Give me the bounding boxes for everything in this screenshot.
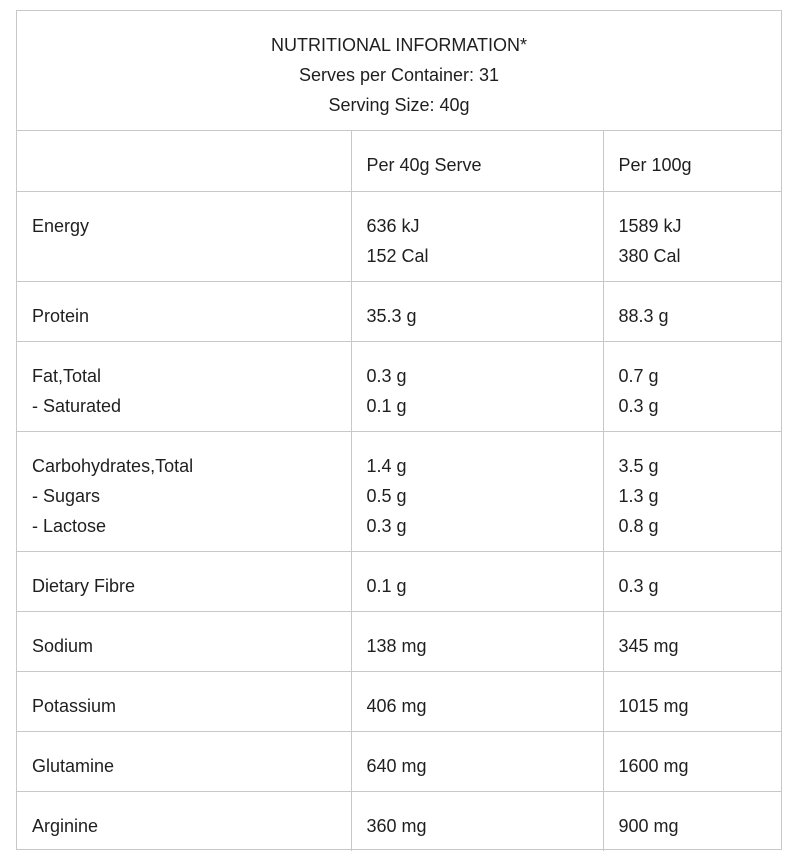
nutrient-cell	[17, 341, 351, 431]
per-100g-cell	[603, 431, 781, 551]
nutrient-label: Energy	[32, 215, 90, 236]
per-serve-cell	[351, 191, 603, 281]
per-100g-cell	[603, 731, 781, 791]
per-serve-cell	[351, 611, 603, 671]
table-row-arginine	[17, 791, 781, 851]
per-100g-value: 380 Cal	[618, 245, 681, 266]
per-serve-value: 0.5 g	[366, 485, 407, 506]
nutrient-label: Arginine	[32, 815, 99, 836]
nutrient-cell	[17, 611, 351, 671]
table-row-dietary-fibre	[17, 551, 781, 611]
nutrient-label: Sodium	[32, 635, 94, 656]
column-header-nutrient	[17, 131, 351, 191]
per-serve-value: 0.1 g	[366, 575, 407, 596]
nutrient-sublabel: - Sugars	[32, 485, 101, 506]
nutrient-cell	[17, 431, 351, 551]
nutrient-sublabel: - Lactose	[32, 515, 107, 536]
nutrient-label: Fat,Total	[32, 365, 102, 386]
table-row-sodium	[17, 611, 781, 671]
table-row-fat	[17, 341, 781, 431]
per-100g-cell	[603, 791, 781, 851]
nutrient-cell	[17, 671, 351, 731]
nutrient-cell	[17, 281, 351, 341]
per-serve-cell	[351, 671, 603, 731]
nutrient-label: Protein	[32, 305, 90, 326]
per-serve-value: 0.3 g	[366, 515, 407, 536]
nutrition-panel	[16, 10, 782, 850]
per-100g-cell	[603, 611, 781, 671]
table-row-potassium	[17, 671, 781, 731]
nutrient-sublabel: - Saturated	[32, 395, 122, 416]
per-serve-value: 152 Cal	[366, 245, 429, 266]
per-100g-value: 0.7 g	[618, 365, 659, 386]
per-100g-value: 0.3 g	[618, 575, 659, 596]
column-header-row	[17, 131, 781, 191]
nutrient-cell	[17, 791, 351, 851]
per-serve-value: 360 mg	[366, 815, 427, 836]
nutrient-label: Carbohydrates,Total	[32, 455, 194, 476]
nutrient-cell	[17, 551, 351, 611]
nutrient-cell	[17, 731, 351, 791]
per-100g-cell	[603, 281, 781, 341]
serves-per-container: Serves per Container: 31	[298, 65, 500, 85]
per-serve-value: 35.3 g	[366, 305, 417, 326]
nutrition-header	[17, 11, 781, 131]
per-serve-cell	[351, 731, 603, 791]
per-100g-value: 1589 kJ	[618, 215, 682, 236]
column-header-per-100g: Per 100g	[603, 131, 781, 191]
per-serve-cell	[351, 431, 603, 551]
per-100g-cell	[603, 191, 781, 281]
per-serve-value: 1.4 g	[366, 455, 407, 476]
per-100g-cell	[603, 671, 781, 731]
per-100g-value: 88.3 g	[618, 305, 669, 326]
nutrient-cell	[17, 191, 351, 281]
per-100g-cell	[603, 341, 781, 431]
per-serve-value: 0.1 g	[366, 395, 407, 416]
per-serve-cell	[351, 281, 603, 341]
per-serve-value: 640 mg	[366, 755, 427, 776]
per-serve-cell	[351, 551, 603, 611]
nutrition-table	[17, 131, 781, 851]
per-serve-value: 0.3 g	[366, 365, 407, 386]
table-row-protein	[17, 281, 781, 341]
per-100g-value: 1.3 g	[618, 485, 659, 506]
per-100g-value: 1015 mg	[618, 695, 689, 716]
per-100g-cell	[603, 551, 781, 611]
nutrient-label: Potassium	[32, 695, 117, 716]
nutrient-label: Glutamine	[32, 755, 115, 776]
panel-title: NUTRITIONAL INFORMATION*	[271, 35, 527, 55]
column-header-per-serve: Per 40g Serve	[351, 131, 603, 191]
per-100g-value: 3.5 g	[618, 455, 659, 476]
per-100g-value: 0.3 g	[618, 395, 659, 416]
serving-size: Serving Size: 40g	[328, 95, 470, 115]
nutrient-label: Dietary Fibre	[32, 575, 136, 596]
per-100g-value: 900 mg	[618, 815, 679, 836]
table-row-energy	[17, 191, 781, 281]
per-serve-value: 138 mg	[366, 635, 427, 656]
per-serve-cell	[351, 341, 603, 431]
per-100g-value: 0.8 g	[618, 515, 659, 536]
per-serve-value: 636 kJ	[366, 215, 420, 236]
per-serve-value: 406 mg	[366, 695, 427, 716]
table-row-carbohydrates	[17, 431, 781, 551]
per-100g-value: 345 mg	[618, 635, 679, 656]
per-100g-value: 1600 mg	[618, 755, 689, 776]
per-serve-cell	[351, 791, 603, 851]
table-row-glutamine	[17, 731, 781, 791]
